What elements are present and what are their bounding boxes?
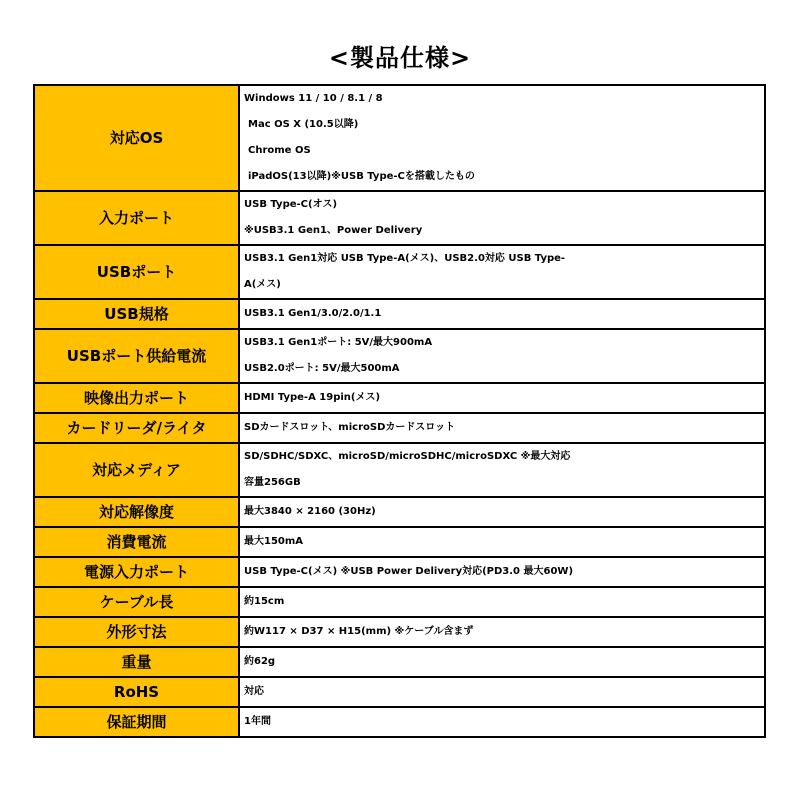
spec-value-line: Chrome OS bbox=[248, 145, 311, 156]
spec-label-video-out: 映像出力ポート bbox=[34, 383, 239, 413]
table-row bbox=[34, 647, 765, 677]
spec-label-rohs: RoHS bbox=[34, 677, 239, 707]
spec-value-cable-length bbox=[239, 587, 765, 617]
spec-value-line: HDMI Type-A 19pin(メス) bbox=[244, 392, 381, 403]
spec-value-line: A(メス) bbox=[244, 279, 281, 290]
spec-value-weight bbox=[239, 647, 765, 677]
spec-value-line: USB3.1 Gen1ポート: 5V/最大900mA bbox=[244, 337, 433, 348]
spec-value-line: USB3.1 Gen1対応 USB Type-A(メス)、USB2.0対応 USB Type- bbox=[244, 253, 566, 264]
spec-value-input-port bbox=[239, 191, 765, 245]
spec-value-line: iPadOS(13以降)※USB Type-Cを搭載したもの bbox=[248, 171, 475, 182]
spec-value-line: 約62g bbox=[244, 656, 276, 667]
table-row bbox=[34, 617, 765, 647]
spec-value-os bbox=[239, 85, 765, 191]
spec-value-line: USB Type-C(メス) ※USB Power Delivery対応(PD3.0 最大60W) bbox=[244, 566, 574, 577]
table-row bbox=[34, 677, 765, 707]
spec-value-line: SDカードスロット、microSDカードスロット bbox=[244, 422, 456, 433]
spec-label-os: 対応OS bbox=[34, 85, 239, 191]
table-row bbox=[34, 527, 765, 557]
spec-label-usb-current: USBポート供給電流 bbox=[34, 329, 239, 383]
spec-value-media bbox=[239, 443, 765, 497]
table-row bbox=[34, 557, 765, 587]
spec-label-usb-standard: USB規格 bbox=[34, 299, 239, 329]
spec-value-line: Windows 11 / 10 / 8.1 / 8 bbox=[244, 93, 383, 104]
spec-label-media: 対応メディア bbox=[34, 443, 239, 497]
spec-value-line: SD/SDHC/SDXC、microSD/microSDHC/microSDXC ※最大対応 bbox=[244, 451, 571, 462]
page-title: <製品仕様> bbox=[328, 44, 472, 72]
spec-value-line: 容量256GB bbox=[244, 477, 301, 488]
spec-label-dimensions: 外形寸法 bbox=[34, 617, 239, 647]
spec-value-line: ※USB3.1 Gen1、Power Delivery bbox=[244, 225, 423, 236]
spec-value-line: USB3.1 Gen1/3.0/2.0/1.1 bbox=[244, 308, 382, 319]
spec-value-power-input bbox=[239, 557, 765, 587]
spec-label-input-port: 入力ポート bbox=[34, 191, 239, 245]
spec-label-warranty: 保証期間 bbox=[34, 707, 239, 737]
spec-value-line: 約15cm bbox=[244, 596, 285, 607]
spec-value-usb-current bbox=[239, 329, 765, 383]
spec-label-power-input: 電源入力ポート bbox=[34, 557, 239, 587]
spec-value-line: USB Type-C(オス) bbox=[244, 199, 338, 210]
spec-label-power-consumption: 消費電流 bbox=[34, 527, 239, 557]
spec-value-warranty bbox=[239, 707, 765, 737]
spec-label-card-reader: カードリーダ/ライタ bbox=[34, 413, 239, 443]
spec-value-power-consumption bbox=[239, 527, 765, 557]
spec-label-cable-length: ケーブル長 bbox=[34, 587, 239, 617]
spec-value-usb-port bbox=[239, 245, 765, 299]
spec-label-weight: 重量 bbox=[34, 647, 239, 677]
table-row bbox=[34, 383, 765, 413]
spec-value-resolution bbox=[239, 497, 765, 527]
table-row bbox=[34, 245, 765, 299]
table-row bbox=[34, 497, 765, 527]
spec-value-line: 約W117 × D37 × H15(mm) ※ケーブル含まず bbox=[244, 626, 474, 637]
spec-value-video-out bbox=[239, 383, 765, 413]
table-row bbox=[34, 191, 765, 245]
spec-value-line: 1年間 bbox=[244, 716, 271, 727]
table-row bbox=[34, 443, 765, 497]
table-row bbox=[34, 707, 765, 737]
spec-label-resolution: 対応解像度 bbox=[34, 497, 239, 527]
spec-table bbox=[33, 84, 766, 738]
spec-value-line: 対応 bbox=[244, 686, 264, 697]
table-row bbox=[34, 85, 765, 191]
table-row bbox=[34, 587, 765, 617]
spec-value-card-reader bbox=[239, 413, 765, 443]
spec-value-line: 最大3840 × 2160 (30Hz) bbox=[244, 506, 376, 517]
spec-value-usb-standard bbox=[239, 299, 765, 329]
spec-label-usb-port: USBポート bbox=[34, 245, 239, 299]
spec-value-line: Mac OS X (10.5以降) bbox=[248, 119, 359, 130]
table-row bbox=[34, 413, 765, 443]
spec-value-rohs bbox=[239, 677, 765, 707]
table-row bbox=[34, 329, 765, 383]
table-row bbox=[34, 299, 765, 329]
spec-value-line: 最大150mA bbox=[244, 536, 304, 547]
spec-value-dimensions bbox=[239, 617, 765, 647]
spec-value-line: USB2.0ポート: 5V/最大500mA bbox=[244, 363, 400, 374]
